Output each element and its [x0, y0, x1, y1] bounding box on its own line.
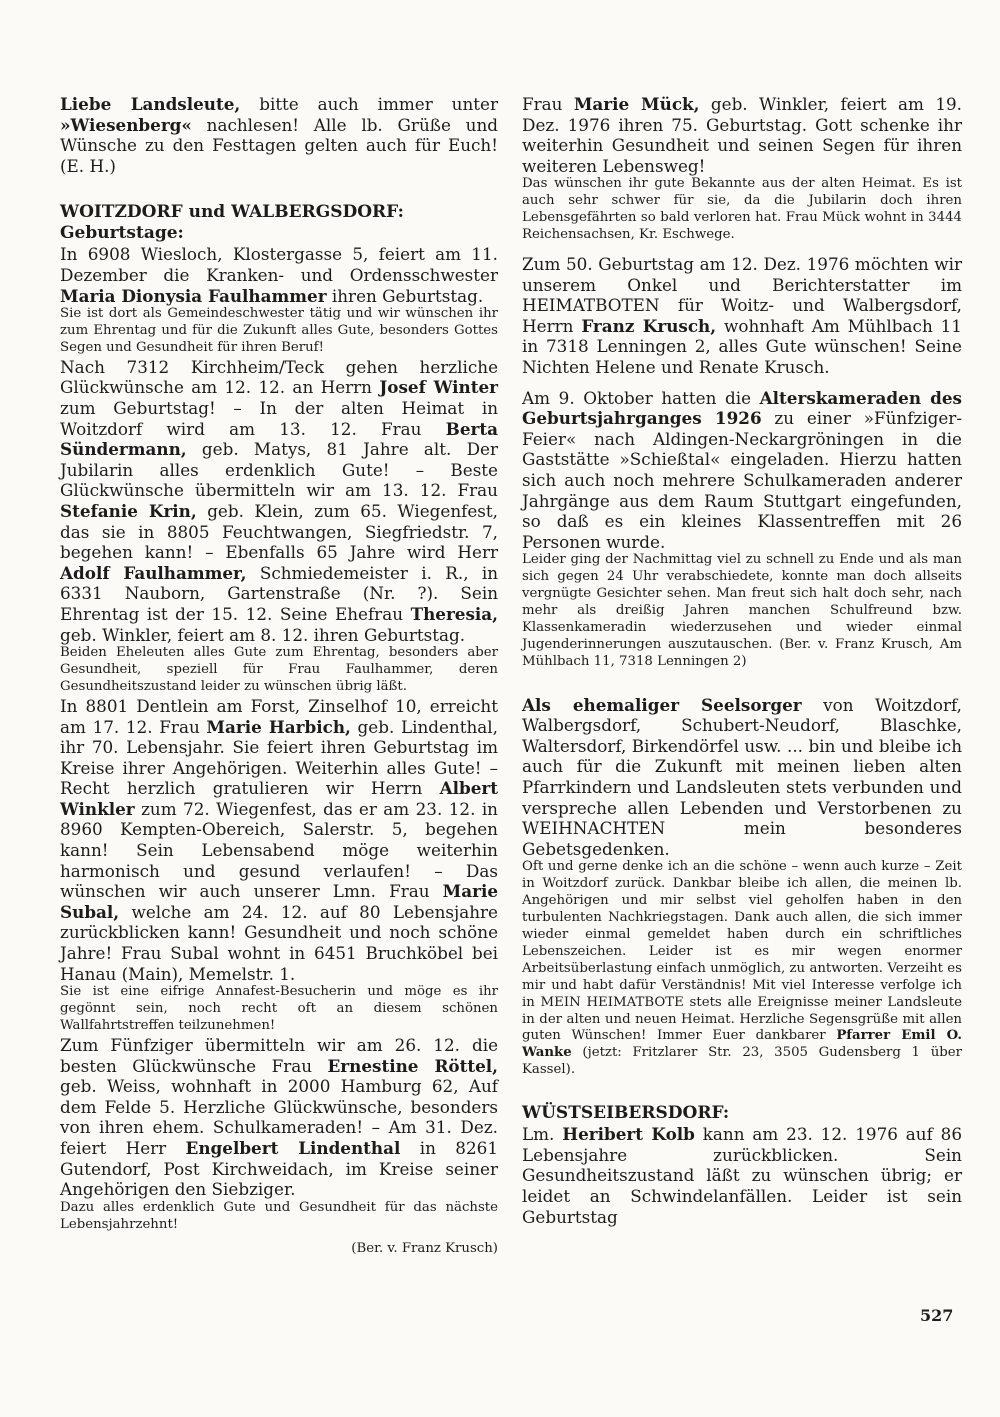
paragraph: In 8801 Dentlein am Forst, Zinselhof 10, erreicht am 17. 12. Frau Marie Harbich, geb. Lindenthal, ihr 70. Lebensjahr. Sie feiert ihren Geburtstag im Kreise ihrer Angehörigen. Weiterhin alles Gute! – Recht herzlich gratulieren wir Herrn Albert Winkler zum 72. Wiegenfest, das er am 23. 12. in 8960 Kempten-Obereich, Salerstr. 5, begehen kann! Sein Lebensabend möge weiterhin harmonisch und gesund verlaufen! – Das wünschen wir auch unserer Lmn. Frau Marie Subal, welche am 24. 12. auf 80 Lebensjahre zurückblicken kann! Gesundheit und noch schöne Jahre! Frau Subal wohnt in 6451 Bruchköbel bei Hanau (Main), Memelstr. 1.: [60, 695, 499, 984]
paragraph-small: Leider ging der Nachmittag viel zu schnell zu Ende und als man sich gegen 24 Uhr verabschiedete, konnte man doch allseits vergnügte Gesichter sehen. Man freut sich halt doch sehr, nach mehr als dreißig Jahren manchen Schulfreund bzw. Klassenkameradin wiederzusehen und wieder einmal Jugenderinnerungen auszutauschen. (Ber. v. Franz Krusch, Am Mühlbach 11, 7318 Lenningen 2): [522, 552, 962, 669]
paragraph: Frau Marie Mück, geb. Winkler, feiert am 19. Dez. 1976 ihren 75. Geburtstag. Gott schenke ihr weiterhin Gesundheit und seinen Segen für ihren weiteren Lebensweg!: [522, 94, 963, 176]
paragraph-small: Das wünschen ihr gute Bekannte aus der alten Heimat. Es ist auch sehr schwer für sie, da die Jubilarin doch ihren Lebensgefährten so bald verloren hat. Frau Mück wohnt in 3444 Reichensachsen, Kr. Eschwege.: [522, 176, 962, 243]
paragraph: Zum Fünfziger übermitteln wir am 26. 12. die besten Glückwünsche Frau Ernestine Röttel, geb. Weiss, wohnhaft in 2000 Hamburg 62, Auf dem Felde 5. Herzliche Glückwünsche, besonders von ihren ehem. Schulkameraden! – Am 31. Dez. feiert Herr Engelbert Lindenthal in 8261 Gutendorf, Post Kirchweidach, im Kreise seiner Angehörigen den Siebziger.: [60, 1034, 498, 1200]
subheading-geburtstage: Geburtstage:: [60, 223, 184, 244]
paragraph: Am 9. Oktober hatten die Alterskameraden des Geburtsjahrganges 1926 zu einer »Fünfziger-Feier« nach Aldingen-Neckargröningen in die Gaststätte »Schießtal« eingeladen. Hierzu hatten sich auch noch mehrere Schulkameraden anderer Jahrgänge aus dem Raum Stuttgart eingefunden, so daß es ein kleines Klassentreffen mit 26 Personen wurde.: [522, 387, 963, 552]
paragraph-small: Oft und gerne denke ich an die schöne – wenn auch kurze – Zeit in Woitzdorf zurück. Dankbar bleibe ich allen, die meinen lb. Angehörigen und mir selbst viel geholfen haben in den turbulenten Nachkriegstagen. Dank auch allen, die sich immer wieder einmal gemeldet haben durch ein schriftliches Lebenszeichen. Leider ist es mir wegen enormer Arbeitsüberlastung einfach unmöglich, zu antworten. Verzeiht es mir und habt dafür Verständnis! Mit viel Interesse verfolge ich in MEIN HEIMATBOTE stets alle Ereignisse meiner Landsleute in der alten und neuen Heimat. Herzliche Segensgrüße mit allen guten Wünschen! Immer Euer dankbarer Pfarrer Emil O. Wanke (jetzt: Fritzlarer Str. 23, 3505 Gudensberg 1 über Kassel).: [522, 859, 962, 1078]
paragraph: Als ehemaliger Seelsorger von Woitzdorf, Walbergsdorf, Schubert-Neudorf, Blaschke, Waltersdorf, Birkendörfel usw. ... bin und bleibe ich auch für die Zukunft mit meinen lieben alten Pfarrkindern und Landsleuten stets verbunden und verspreche allen Lebenden und Verstorbenen zu WEIHNACHTEN mein besonderes Gebetsgedenken.: [522, 694, 962, 859]
paragraph-small: Beiden Eheleuten alles Gute zum Ehrentag, besonders aber Gesundheit, speziell für Frau Faulhammer, deren Gesundheitszustand leider zu wünschen übrig läßt.: [60, 645, 498, 694]
section-heading-wuestseibersdorf: WÜSTSEIBERSDORF:: [522, 1103, 730, 1124]
paragraph: Zum 50. Geburtstag am 12. Dez. 1976 möchten wir unserem Onkel und Berichterstatter im HEIMATBOTEN für Woitz- und Walbergsdorf, Herrn Franz Krusch, wohnhaft Am Mühlbach 11 in 7318 Lenningen 2, alles Gute wünschen! Seine Nichten Helene und Renate Krusch.: [522, 254, 962, 377]
intro-paragraph: Liebe Landsleute, bitte auch immer unter »Wiesenberg« nachlesen! Alle lb. Grüße und Wünsche zu den Festtagen gelten auch für Euch! (E. H.): [60, 94, 498, 176]
section-heading-woitzdorf: WOITZDORF und WALBERGSDORF:: [60, 202, 404, 223]
paragraph: Nach 7312 Kirchheim/Teck gehen herzliche Glückwünsche am 12. 12. an Herrn Josef Winter zum Geburtstag! – In der alten Heimat in Woitzdorf wird am 13. 12. Frau Berta Sündermann, geb. Matys, 81 Jahre alt. Der Jubilarin alles erdenklich Gute! – Beste Glückwünsche übermitteln wir am 13. 12. Frau Stefanie Krin, geb. Klein, zum 65. Wiegenfest, das sie in 8805 Feuchtwangen, Siegfriedstr. 7, begehen kann! – Ebenfalls 65 Jahre wird Herr Adolf Faulhammer, Schmiedemeister i. R., in 6331 Nauborn, Gartenstraße (Nr. ?). Sein Ehrentag ist der 15. 12. Seine Ehefrau Theresia, geb. Winkler, feiert am 8. 12. ihren Geburtstag.: [60, 356, 499, 645]
paragraph: Lm. Heribert Kolb kann am 23. 12. 1976 auf 86 Lebensjahre zurückblicken. Sein Gesundheitszustand läßt zu wünschen übrig; er leidet an Schwindelanfällen. Leider ist sein Geburtstag: [522, 1124, 962, 1227]
page-number: 527: [920, 1306, 954, 1325]
paragraph-small: Dazu alles erdenklich Gute und Gesundheit für das nächste Lebensjahrzehnt!: [60, 1199, 498, 1232]
paragraph: In 6908 Wiesloch, Klostergasse 5, feiert am 11. Dezember die Kranken- und Ordensschwester Maria Dionysia Faulhammer ihren Geburtstag.: [60, 244, 498, 306]
left-column: [60, 94, 498, 1257]
signature: (Ber. v. Franz Krusch): [351, 1240, 498, 1256]
right-column: [522, 94, 962, 1227]
paragraph-small: Sie ist eine eifrige Annafest-Besucherin und möge es ihr gegönnt sein, noch recht oft an diesem schönen Wallfahrtstreffen teilzunehmen!: [60, 984, 498, 1034]
paragraph-small: Sie ist dort als Gemeindeschwester tätig und wir wünschen ihr zum Ehrentag und für die Zukunft alles Gute, besonders Gottes Segen und Gesundheit für ihren Beruf!: [60, 306, 498, 355]
